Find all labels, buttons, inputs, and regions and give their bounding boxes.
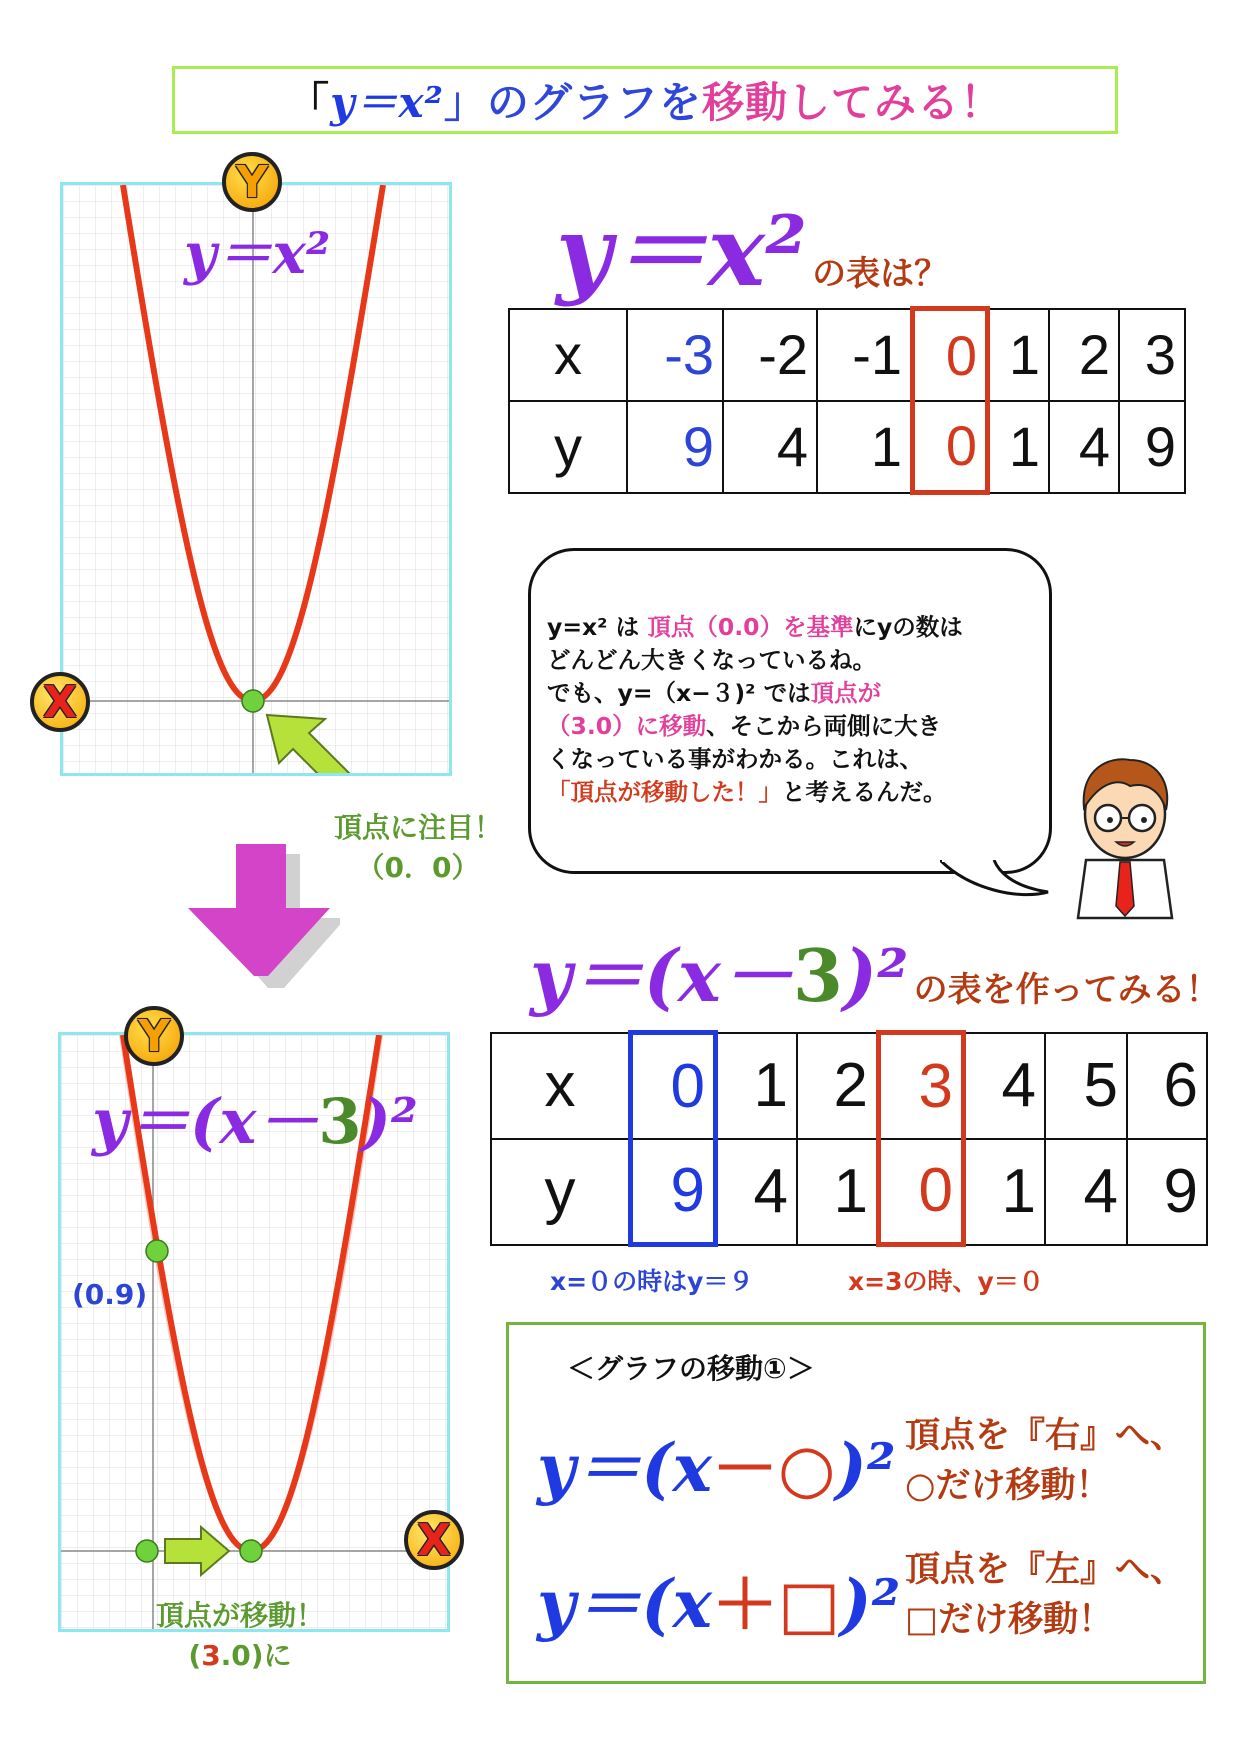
- table2-x-cell: 6: [1127, 1033, 1207, 1139]
- table1-y-cell: 9: [627, 401, 723, 493]
- vertex-point: [242, 690, 264, 712]
- summary-rule2-text: [905, 1545, 1185, 1645]
- x-axis-badge-bottom: X: [404, 1510, 464, 1570]
- table1-y-cell: 4: [1049, 401, 1119, 493]
- down-arrow: [180, 840, 340, 990]
- section1-heading: [556, 176, 948, 313]
- bubble-line-6: 「頂点が移動した！」と考えるんだ。: [547, 778, 947, 806]
- y-axis-badge-bottom: Y: [124, 1006, 184, 1066]
- page-title: [172, 66, 1118, 134]
- bubble-line-4: （3.0）に移動、そこから両側に大き: [547, 712, 942, 740]
- table-y-equals-x-squared: [508, 306, 1186, 495]
- y-intercept-point: [146, 1240, 168, 1262]
- table2-x-cell-blue: 0: [631, 1033, 716, 1139]
- summary-rule2-line1: 頂点を『左』へ、: [905, 1550, 1186, 1590]
- table2-x-cell: 4: [964, 1033, 1046, 1139]
- table1-x-cell: -1: [817, 309, 913, 401]
- table2-caption-red: x=3の時、y＝０: [848, 1267, 1044, 1296]
- summary-box: [506, 1322, 1206, 1684]
- table2-x-label: x: [491, 1033, 631, 1139]
- summary-rule1-line2: ○だけ移動！: [905, 1466, 1111, 1506]
- x-axis-badge-top: X: [30, 672, 90, 732]
- old-vertex-point: [136, 1540, 158, 1562]
- table1-x-label: x: [509, 309, 627, 401]
- table1-y-label: y: [509, 401, 627, 493]
- vertex-note-line2: （0．0）: [356, 851, 480, 884]
- table1-x-cell-highlight: 0: [913, 309, 988, 401]
- y-axis-badge-top: Y: [222, 152, 282, 212]
- table2-y-cell-red: 0: [879, 1139, 964, 1245]
- table1-y-cell: 4: [723, 401, 817, 493]
- table2-y-cell: 1: [964, 1139, 1046, 1245]
- section2-equation: y＝(x－3)²: [530, 933, 909, 1018]
- section2-suffix: の表を作ってみる！: [913, 970, 1220, 1010]
- title-text-2: 移動してみる！: [701, 78, 1003, 127]
- table2-x-cell: 2: [797, 1033, 879, 1139]
- table1-x-cell: 1: [988, 309, 1050, 401]
- y-intercept-label: (0.9): [72, 1278, 148, 1311]
- summary-rule1-line1: 頂点を『右』へ、: [905, 1416, 1186, 1456]
- bubble-tail: [940, 860, 1060, 910]
- title-text-1: のグラフを: [486, 78, 702, 127]
- summary-rule1-equation: y＝(x－○)²: [537, 1429, 896, 1507]
- summary-rule1-text: [905, 1411, 1185, 1511]
- table1-row-x: [509, 309, 1185, 401]
- title-close-bracket: 」: [443, 78, 487, 127]
- vertex-note-top: [318, 806, 518, 886]
- table2-row-y: [491, 1139, 1207, 1245]
- bubble-line-5: くなっている事がわかる。これは、: [547, 745, 923, 773]
- speech-bubble: [528, 548, 1052, 874]
- table1-y-cell-highlight: 0: [913, 401, 988, 493]
- graph-top-equation: y＝x²: [184, 221, 331, 287]
- table1-x-cell: 2: [1049, 309, 1119, 401]
- table2-row-x: [491, 1033, 1207, 1139]
- section1-suffix: の表は？: [812, 254, 949, 294]
- title-open-bracket: 「: [287, 78, 331, 127]
- table2-y-cell-blue: 9: [631, 1139, 716, 1245]
- table1-x-cell: 3: [1119, 309, 1185, 401]
- vertex-note-line1: 頂点に注目！: [333, 811, 502, 844]
- section2-heading: [530, 918, 1220, 1022]
- summary-rule2-line2: □だけ移動！: [905, 1600, 1114, 1640]
- table2-x-cell-red: 3: [879, 1033, 964, 1139]
- new-vertex-point: [240, 1540, 262, 1562]
- table2-x-cell: 5: [1045, 1033, 1127, 1139]
- table2-y-cell: 1: [797, 1139, 879, 1245]
- table2-y-label: y: [491, 1139, 631, 1245]
- vertex-note-bottom-line2: (3.0)に: [188, 1639, 292, 1672]
- table2-y-cell: 4: [716, 1139, 798, 1245]
- vertex-note-bottom: [140, 1594, 340, 1674]
- bubble-line-2: どんどん大きくなっているね。: [547, 646, 876, 674]
- title-equation: y＝x²: [330, 78, 444, 127]
- summary-rule2-equation: y＝(x＋□)²: [537, 1565, 901, 1643]
- table2-y-cell: 9: [1127, 1139, 1207, 1245]
- table2-y-cell: 4: [1045, 1139, 1127, 1245]
- teacher-character: [1060, 738, 1190, 924]
- table2-caption-blue: x=０の時はy＝９: [550, 1267, 754, 1296]
- vertex-note-bottom-line1: 頂点が移動！: [155, 1599, 324, 1632]
- bubble-line-1: y=x² は 頂点（0.0）を基準にyの数は: [547, 613, 963, 641]
- table1-y-cell: 9: [1119, 401, 1185, 493]
- summary-heading: ＜グラフの移動①＞: [567, 1352, 815, 1385]
- table1-row-y: [509, 401, 1185, 493]
- table-y-equals-x-minus-3-squared: [490, 1030, 1208, 1247]
- table1-y-cell: 1: [988, 401, 1050, 493]
- graph-bottom-equation: y＝(x－3)²: [92, 1085, 418, 1158]
- bubble-line-3: でも、y=（x−３)² では頂点が: [547, 679, 882, 707]
- table1-x-cell: -3: [627, 309, 723, 401]
- table2-x-cell: 1: [716, 1033, 798, 1139]
- section1-equation: y＝x²: [556, 195, 808, 308]
- table1-y-cell: 1: [817, 401, 913, 493]
- table1-x-cell: -2: [723, 309, 817, 401]
